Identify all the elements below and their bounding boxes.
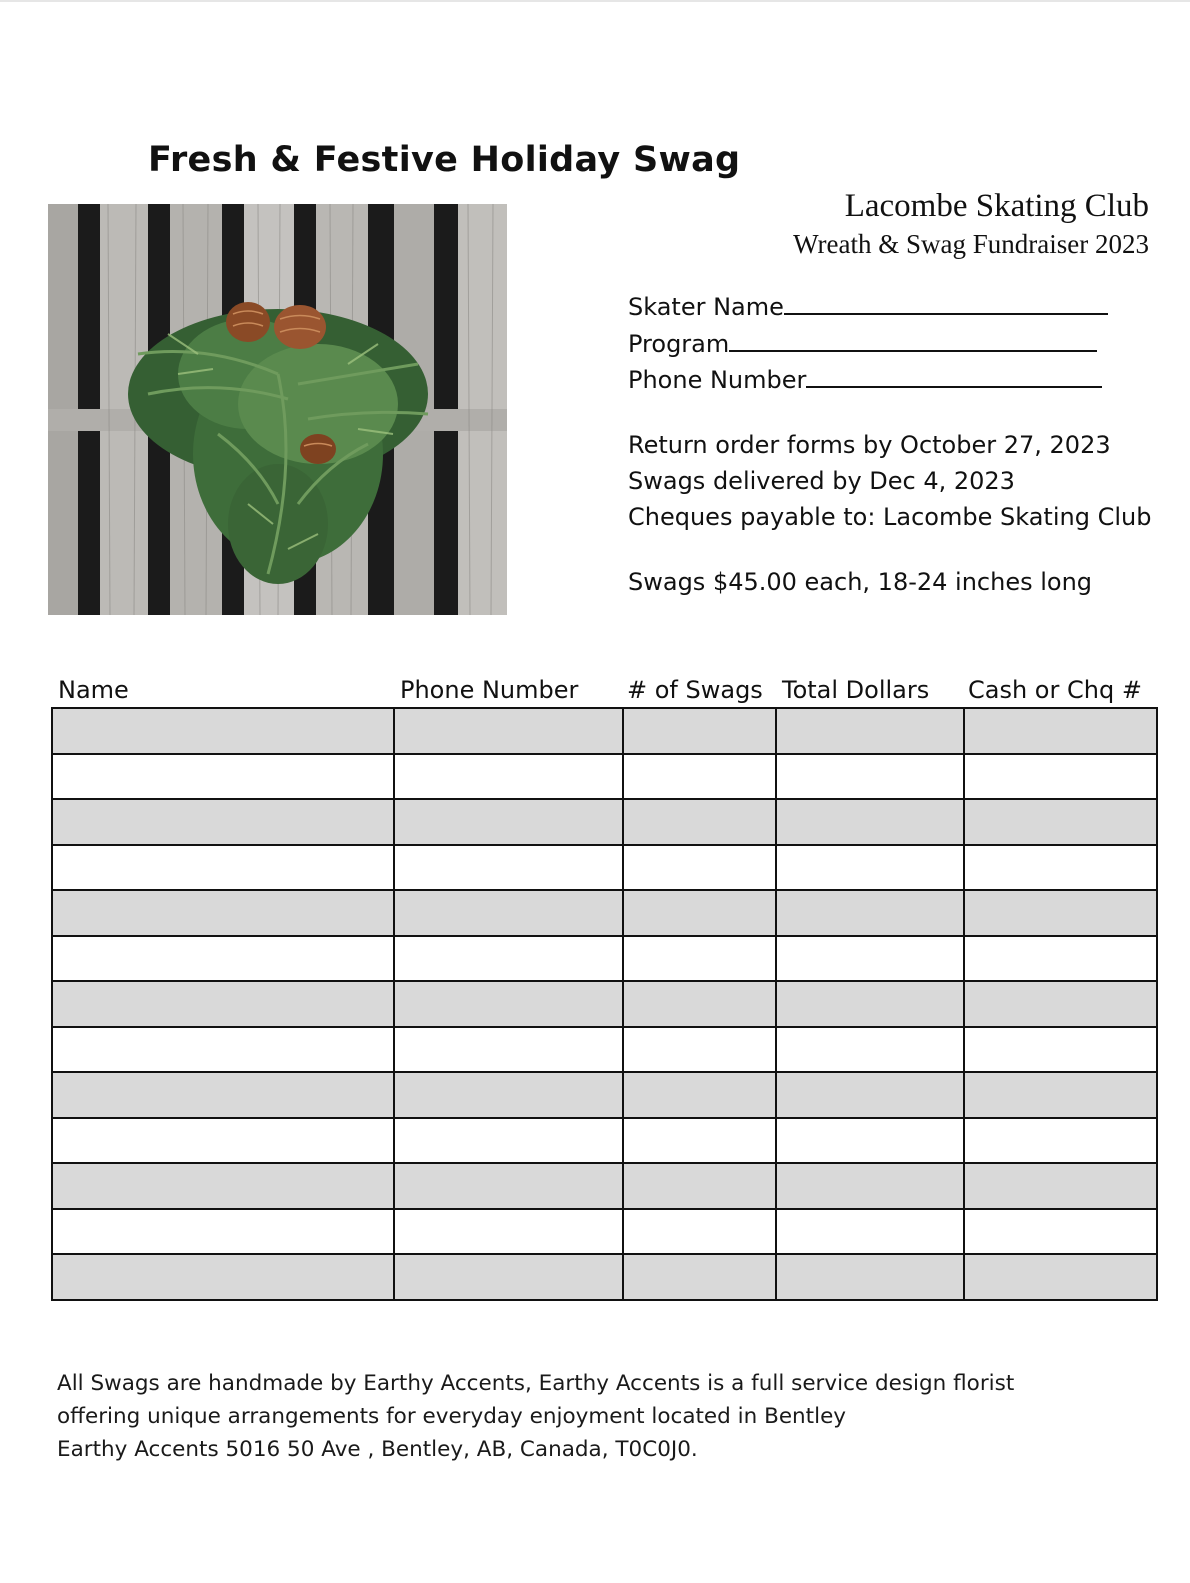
column-header-name: Name <box>58 676 129 704</box>
table-cell[interactable] <box>52 1254 394 1300</box>
cheques-text: Cheques payable to: Lacombe Skating Club <box>628 503 1152 531</box>
table-cell[interactable] <box>52 754 394 800</box>
table-cell[interactable] <box>394 981 623 1027</box>
table-row <box>52 936 1157 982</box>
table-cell[interactable] <box>964 754 1157 800</box>
top-border <box>0 0 1190 2</box>
table-cell[interactable] <box>394 754 623 800</box>
table-row <box>52 1254 1157 1300</box>
table-cell[interactable] <box>394 1209 623 1255</box>
table-cell[interactable] <box>623 1027 776 1073</box>
table-cell[interactable] <box>623 754 776 800</box>
delivery-text: Swags delivered by Dec 4, 2023 <box>628 467 1015 495</box>
table-row <box>52 890 1157 936</box>
table-row <box>52 754 1157 800</box>
table-cell[interactable] <box>394 799 623 845</box>
phone-number-label: Phone Number <box>628 366 807 394</box>
table-cell[interactable] <box>52 1072 394 1118</box>
table-cell[interactable] <box>776 1072 964 1118</box>
table-cell[interactable] <box>623 1254 776 1300</box>
table-row <box>52 708 1157 754</box>
table-cell[interactable] <box>623 936 776 982</box>
column-header-phone: Phone Number <box>400 676 579 704</box>
table-cell[interactable] <box>776 981 964 1027</box>
table-row <box>52 1072 1157 1118</box>
price-text: Swags $45.00 each, 18-24 inches long <box>628 568 1093 596</box>
table-cell[interactable] <box>964 1254 1157 1300</box>
table-cell[interactable] <box>776 1209 964 1255</box>
table-cell[interactable] <box>776 799 964 845</box>
table-cell[interactable] <box>52 708 394 754</box>
table-cell[interactable] <box>964 1163 1157 1209</box>
table-cell[interactable] <box>52 799 394 845</box>
table-cell[interactable] <box>964 981 1157 1027</box>
table-cell[interactable] <box>776 1118 964 1164</box>
program-label: Program <box>628 330 730 358</box>
table-cell[interactable] <box>394 1163 623 1209</box>
footer-line-1: All Swags are handmade by Earthy Accents, Earthy Accents is a full service design florist <box>57 1371 1015 1396</box>
table-cell[interactable] <box>776 1163 964 1209</box>
table-cell[interactable] <box>394 936 623 982</box>
table-cell[interactable] <box>776 936 964 982</box>
table-cell[interactable] <box>776 890 964 936</box>
table-cell[interactable] <box>776 754 964 800</box>
table-cell[interactable] <box>52 1118 394 1164</box>
table-cell[interactable] <box>623 1209 776 1255</box>
table-cell[interactable] <box>776 1254 964 1300</box>
table-cell[interactable] <box>964 1209 1157 1255</box>
table-cell[interactable] <box>623 845 776 891</box>
table-cell[interactable] <box>394 1027 623 1073</box>
table-cell[interactable] <box>623 1118 776 1164</box>
phone-number-field <box>628 366 1102 394</box>
table-row <box>52 1163 1157 1209</box>
table-row <box>52 799 1157 845</box>
table-cell[interactable] <box>52 981 394 1027</box>
table-cell[interactable] <box>964 1118 1157 1164</box>
table-row <box>52 1118 1157 1164</box>
footer <box>57 1367 1014 1466</box>
table-cell[interactable] <box>394 1254 623 1300</box>
table-cell[interactable] <box>52 936 394 982</box>
table-row <box>52 981 1157 1027</box>
page-title: Fresh & Festive Holiday Swag <box>148 140 741 180</box>
table-cell[interactable] <box>964 1072 1157 1118</box>
holiday-swag-photo <box>48 204 507 615</box>
table-row <box>52 1209 1157 1255</box>
table-cell[interactable] <box>776 1027 964 1073</box>
program-field <box>628 330 1097 358</box>
footer-line-3: Earthy Accents 5016 50 Ave , Bentley, AB, Canada, T0C0J0. <box>57 1437 698 1462</box>
column-header-total: Total Dollars <box>782 676 930 704</box>
return-by-text: Return order forms by October 27, 2023 <box>628 431 1111 459</box>
table-cell[interactable] <box>623 708 776 754</box>
footer-line-2: offering unique arrangements for everyday enjoyment located in Bentley <box>57 1404 847 1429</box>
table-cell[interactable] <box>776 845 964 891</box>
table-cell[interactable] <box>623 1163 776 1209</box>
table-row <box>52 845 1157 891</box>
skater-name-field <box>628 293 1108 321</box>
table-cell[interactable] <box>623 890 776 936</box>
table-cell[interactable] <box>964 708 1157 754</box>
table-cell[interactable] <box>964 1027 1157 1073</box>
table-cell[interactable] <box>394 708 623 754</box>
table-cell[interactable] <box>52 1027 394 1073</box>
skater-name-label: Skater Name <box>628 293 784 321</box>
table-cell[interactable] <box>964 845 1157 891</box>
table-cell[interactable] <box>964 936 1157 982</box>
table-cell[interactable] <box>776 708 964 754</box>
table-row <box>52 1027 1157 1073</box>
club-name: Lacombe Skating Club <box>844 188 1149 224</box>
program-blank[interactable] <box>729 332 1097 352</box>
table-cell[interactable] <box>52 1163 394 1209</box>
table-cell[interactable] <box>52 845 394 891</box>
table-cell[interactable] <box>394 1118 623 1164</box>
table-cell[interactable] <box>394 890 623 936</box>
column-header-swags: # of Swags <box>627 676 763 704</box>
column-header-payment: Cash or Chq # <box>968 676 1142 704</box>
order-table <box>51 707 1158 1301</box>
table-cell[interactable] <box>623 799 776 845</box>
table-cell[interactable] <box>52 890 394 936</box>
table-cell[interactable] <box>623 1072 776 1118</box>
skater-name-blank[interactable] <box>784 295 1108 315</box>
phone-number-blank[interactable] <box>806 368 1102 388</box>
table-cell[interactable] <box>52 1209 394 1255</box>
table-cell[interactable] <box>964 890 1157 936</box>
table-cell[interactable] <box>394 845 623 891</box>
table-cell[interactable] <box>394 1072 623 1118</box>
fundraiser-subtitle: Wreath & Swag Fundraiser 2023 <box>793 229 1149 259</box>
table-cell[interactable] <box>623 981 776 1027</box>
table-cell[interactable] <box>964 799 1157 845</box>
